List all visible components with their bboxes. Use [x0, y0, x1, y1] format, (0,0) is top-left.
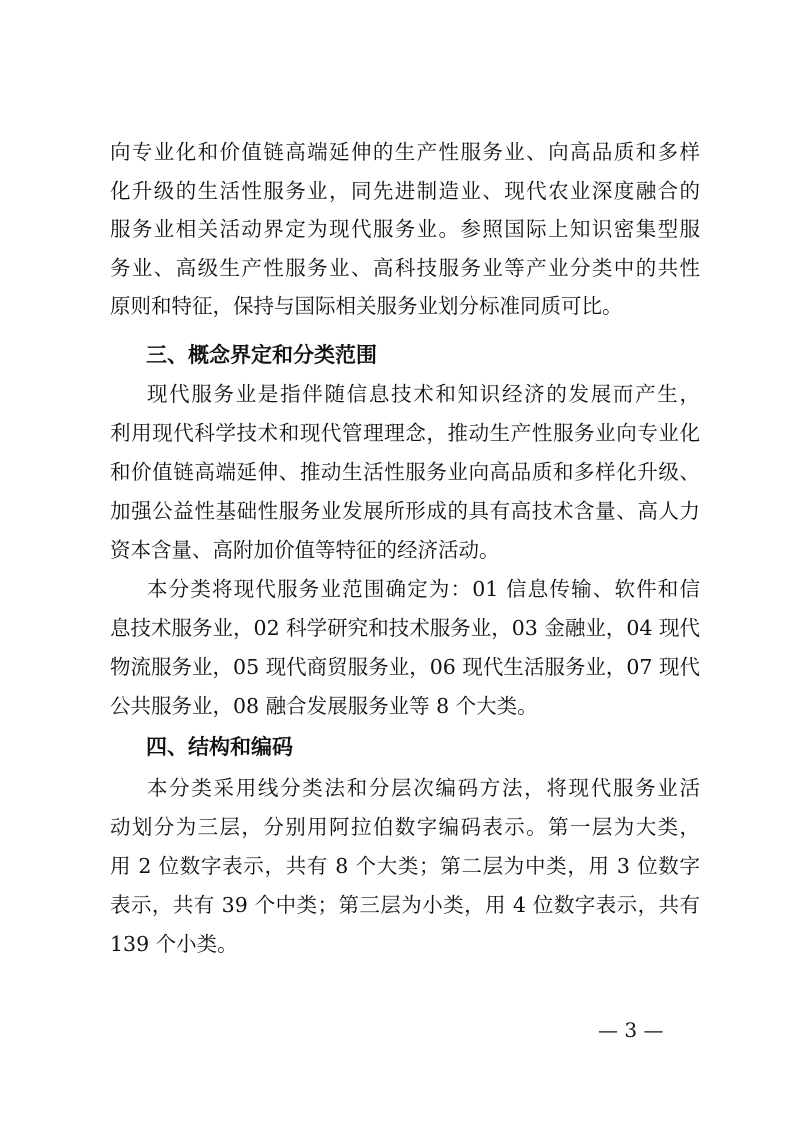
body-line: 现代服务业是指伴随信息技术和知识经济的发展而产生，	[147, 382, 700, 406]
body-line: 利用现代科学技术和现代管理理念，推动生产性服务业向专业化	[110, 421, 700, 445]
body-line: 化升级的生活性服务业，同先进制造业、现代农业深度融合的	[110, 179, 700, 203]
body-line: 动划分为三层，分别用阿拉伯数字编码表示。第一层为大类，	[110, 815, 700, 839]
body-line: 务业、高级生产性服务业、高科技服务业等产业分类中的共性	[110, 256, 700, 280]
body-line: 资本含量、高附加价值等特征的经济活动。	[110, 538, 500, 562]
body-line: 本分类采用线分类法和分层次编码方法，将现代服务业活	[147, 776, 700, 800]
body-line: 向专业化和价值链高端延伸的生产性服务业、向高品质和多样	[110, 140, 700, 164]
page-number: — 3 —	[598, 1018, 664, 1042]
body-line: 表示，共有 39 个中类；第三层为小类，用 4 位数字表示，共有	[110, 893, 700, 917]
body-line: 本分类将现代服务业范围确定为：01 信息传输、软件和信	[147, 577, 700, 601]
body-line: 公共服务业，08 融合发展服务业等 8 个大类。	[110, 694, 538, 718]
section-heading-3: 三、概念界定和分类范围	[146, 343, 377, 367]
body-line: 物流服务业，05 现代商贸服务业，06 现代生活服务业，07 现代	[110, 655, 700, 679]
section-heading-4: 四、结构和编码	[146, 735, 293, 759]
body-line: 加强公益性基础性服务业发展所形成的具有高技术含量、高人力	[110, 499, 700, 523]
body-line: 原则和特征，保持与国际相关服务业划分标准同质可比。	[110, 294, 623, 318]
body-line: 用 2 位数字表示，共有 8 个大类；第二层为中类，用 3 位数字	[110, 854, 700, 878]
body-line: 和价值链高端延伸、推动生活性服务业向高品质和多样化升级、	[110, 460, 700, 484]
body-line: 139 个小类。	[110, 932, 238, 956]
body-line: 息技术服务业，02 科学研究和技术服务业，03 金融业，04 现代	[110, 616, 700, 640]
body-line: 服务业相关活动界定为现代服务业。参照国际上知识密集型服	[110, 217, 700, 241]
